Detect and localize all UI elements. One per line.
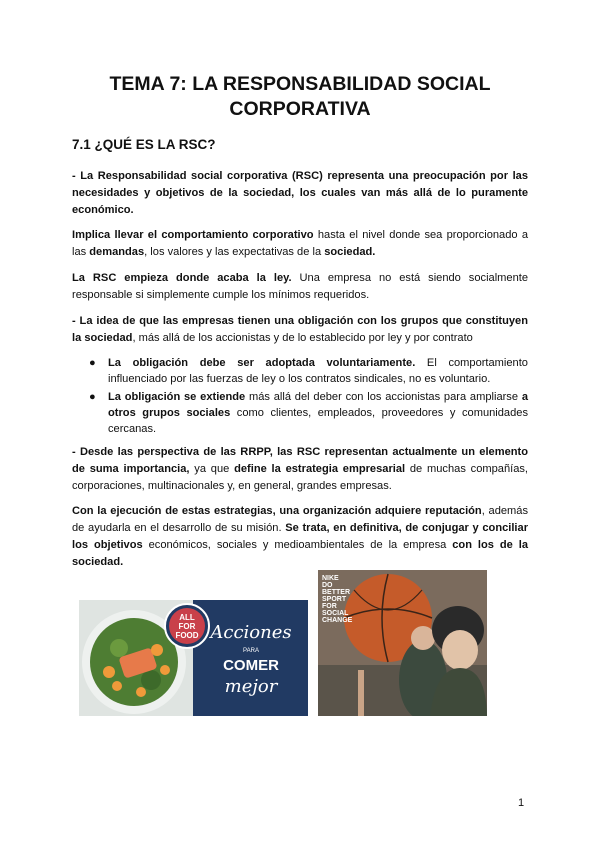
bullet-icon: ● — [89, 357, 96, 369]
list-item — [89, 355, 528, 387]
page-number: 1 — [518, 797, 525, 809]
paragraph-ejecucion — [72, 503, 528, 571]
badge-text-3: FOOD — [175, 631, 199, 640]
text-bold: Con la ejecución de estas estrategias, una organización adquiere reputación — [72, 505, 482, 517]
logo-line-3: BETTER — [322, 589, 350, 596]
paragraph-rrpp — [72, 444, 528, 495]
paragraph-empieza-ley — [72, 270, 528, 304]
all-for-food-image — [79, 600, 308, 716]
logo-line-7: CHANGE — [322, 617, 353, 624]
paragraph-implica — [72, 227, 528, 261]
nike-photo-illustration — [318, 570, 487, 716]
paragraph-idea-obligacion — [72, 313, 528, 347]
list-item — [89, 389, 528, 437]
text-bold: La obligación se extiende — [108, 391, 246, 403]
section-heading: 7.1 ¿QUÉ ES LA RSC? — [72, 137, 216, 152]
text-bold: demandas — [89, 246, 145, 258]
text-bold: sociedad. — [324, 246, 376, 258]
text: de muchas compañías, corporaciones, multinacionales y, en general, grandes empresas. — [72, 463, 528, 492]
text: , los valores y las expectativas de la — [144, 246, 325, 258]
paragraph-rsc-definition — [72, 168, 528, 219]
text: hasta el nivel donde sea proporcionado a las — [72, 229, 529, 258]
text: El comportamiento influenciado por las fuerzas de ley o los contratos sindicales, no es voluntario. — [108, 357, 528, 385]
badge-text-1: ALL — [179, 613, 195, 622]
text-bold: La RSC empieza donde acaba la ley. — [72, 272, 292, 284]
title-line-2: CORPORATIVA — [229, 98, 371, 120]
badge-text-2: FOR — [178, 622, 196, 631]
bullet-icon: ● — [89, 391, 96, 403]
text-bold: Implica llevar el comportamiento corporativo — [72, 229, 314, 241]
all-for-food-illustration — [79, 600, 308, 716]
title-line-1: TEMA 7: LA RESPONSABILIDAD SOCIAL — [109, 73, 491, 95]
ad-text-mejor: mejor — [224, 676, 278, 697]
text: Una empresa no está siendo socialmente responsable si simplemente cumple los mínimos requeridos. — [72, 272, 529, 301]
text-bold: con los de la sociedad. — [72, 539, 529, 568]
logo-line-4: SPORT — [322, 596, 347, 603]
text-bold: - Desde las perspectiva de las RRPP, las RSC representan actualmente un elemento de suma importancia, — [72, 446, 528, 475]
ad-text-para: PARA — [243, 648, 259, 654]
text: ya que — [189, 463, 235, 475]
text: como clientes, empleados, proveedores y comunidades cercanas. — [108, 407, 528, 435]
text: más allá del deber con los accionistas para ampliarse — [245, 391, 522, 403]
text-bold: Se trata, en definitiva, de conjugar y conciliar los objetivos — [72, 522, 529, 551]
text: , más allá de los accionistas y de lo establecido por ley y por contrato — [132, 332, 473, 344]
text-bold: La obligación debe ser adoptada voluntariamente. — [108, 357, 416, 369]
ad-text-comer: COMER — [223, 657, 279, 674]
logo-line-5: FOR — [322, 603, 337, 610]
text: , además de ayudarla en el desarrollo de su misión. — [72, 505, 528, 534]
logo-line-1: NIKE — [322, 575, 339, 582]
text-bold: define la estrategia empresarial — [234, 463, 406, 475]
text-bold: a otros grupos sociales — [108, 391, 528, 419]
logo-line-2: DO — [322, 582, 333, 589]
ad-text-acciones: Acciones — [210, 622, 292, 643]
page-title — [60, 72, 540, 122]
bullet-list — [89, 355, 528, 439]
nike-sport-for-social-change-image — [318, 570, 487, 716]
paragraph-rsc-definition-text: - La Responsabilidad social corporativa (RSC) representa una preocupación por las necesidades y objetivos de la sociedad, los cuales van más allá de lo puramente económico. — [72, 170, 528, 216]
text-bold: - La idea de que las empresas tienen una obligación con los grupos que constituyen la sociedad — [72, 315, 528, 344]
text: económicos, sociales y medioambientales de la empresa — [142, 539, 453, 551]
logo-line-6: SOCIAL — [322, 610, 349, 617]
